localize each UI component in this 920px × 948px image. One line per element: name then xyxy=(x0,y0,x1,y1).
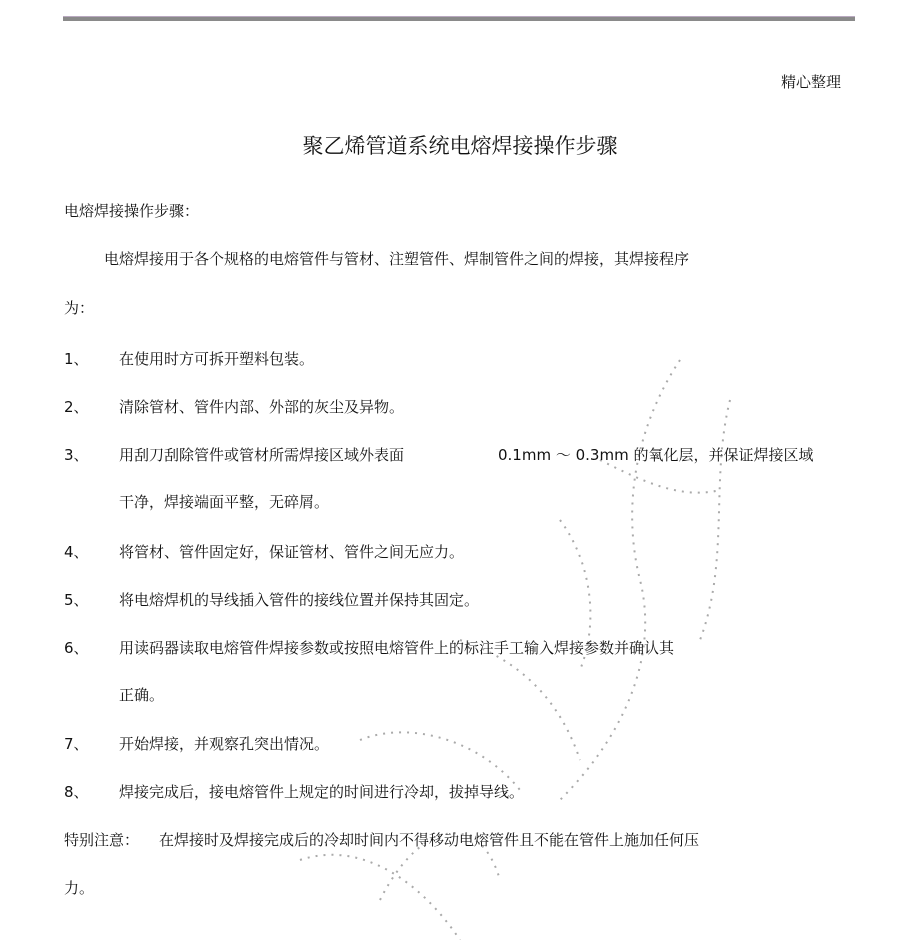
page-title: 聚乙烯管道系统电熔焊接操作步骤 xyxy=(302,134,618,158)
step-number: 4、 xyxy=(64,543,89,561)
step-number: 2、 xyxy=(64,398,89,416)
step-text: 在使用时方可拆开塑料包装。 xyxy=(119,350,315,368)
header-rule xyxy=(63,16,855,21)
step-text: 用读码器读取电熔管件焊接参数或按照电熔管件上的标注手工输入焊接参数并确认其 xyxy=(119,639,675,657)
note-text-wrap: 力。 xyxy=(64,879,95,897)
step-text: 将管材、管件固定好，保证管材、管件之间无应力。 xyxy=(119,543,465,561)
step-number: 6、 xyxy=(64,639,89,657)
intro-line-2: 为： xyxy=(64,299,95,317)
step-text-continued: 0.1mm ～ 0.3mm 的氧化层，并保证焊接区域 xyxy=(498,446,814,464)
step-number: 5、 xyxy=(64,591,89,609)
step-text-wrap: 正确。 xyxy=(119,686,165,704)
step-number: 1、 xyxy=(64,350,89,368)
step-text: 清除管材、管件内部、外部的灰尘及异物。 xyxy=(119,398,405,416)
header-note: 精心整理 xyxy=(781,73,842,91)
note-text: 在焊接时及焊接完成后的冷却时间内不得移动电熔管件且不能在管件上施加任何压 xyxy=(159,831,700,849)
step-text: 焊接完成后，接电熔管件上规定的时间进行冷却，拔掉导线。 xyxy=(119,783,525,801)
step-text-wrap: 干净，焊接端面平整，无碎屑。 xyxy=(119,493,330,511)
step-text: 将电熔焊机的导线插入管件的接线位置并保持其固定。 xyxy=(119,591,480,609)
step-number: 8、 xyxy=(64,783,89,801)
step-text: 用刮刀刮除管件或管材所需焊接区域外表面 xyxy=(119,446,405,464)
step-number: 3、 xyxy=(64,446,89,464)
section-heading: 电熔焊接操作步骤： xyxy=(64,202,200,220)
intro-line-1: 电熔焊接用于各个规格的电熔管件与管材、注塑管件、焊制管件之间的焊接，其焊接程序 xyxy=(104,250,690,268)
step-number: 7、 xyxy=(64,735,89,753)
note-label: 特别注意： xyxy=(64,831,140,849)
step-text: 开始焊接，并观察孔突出情况。 xyxy=(119,735,330,753)
